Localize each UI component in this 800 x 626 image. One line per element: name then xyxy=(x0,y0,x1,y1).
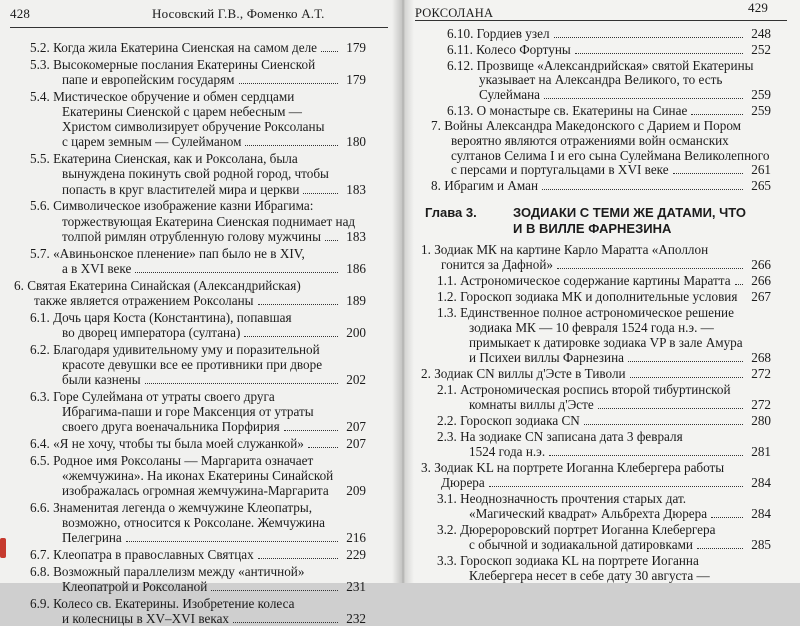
toc-entry-line: «Магический квадрат» Альбрехта Дюрера xyxy=(469,506,708,522)
toc-entry-line: попасть в круг властителей мира и церкви xyxy=(62,181,300,197)
toc-leader-dots xyxy=(711,517,743,518)
page-number-right: 429 xyxy=(748,0,769,15)
toc-entry-line: 6.7. Клеопатра в православных Святцах xyxy=(30,547,254,563)
toc-entry-line: 5.2. Когда жила Екатерина Сиенская на самом деле xyxy=(30,40,318,55)
toc-entry-line: 1.2. Гороскоп зодиака МК и дополнительные условия xyxy=(437,289,738,305)
toc-leader-dots xyxy=(630,377,743,378)
toc-entry-line: а в XVI веке xyxy=(62,260,132,276)
toc-leader-dots xyxy=(145,383,338,384)
toc-page-number: 284 xyxy=(751,475,771,491)
toc-page-number: 266 xyxy=(751,256,771,272)
book-gutter-shadow xyxy=(392,0,414,583)
toc-entry-line: 1.3. Единственное полное астрономическое решение xyxy=(437,305,734,321)
toc-entry-line: 1. Зодиак МК на картине Карло Маратта «Аполлон xyxy=(421,242,709,257)
toc-leader-dots xyxy=(584,424,743,425)
toc-leader-dots xyxy=(697,548,743,549)
toc-leader-dots xyxy=(303,193,338,194)
toc-entry-line: Клебергера несет в себе дату 30 августа — xyxy=(469,568,710,584)
toc-entry-line: 5.4. Мистическое обручение и обмен сердцами xyxy=(30,88,295,104)
toc-leader-dots xyxy=(557,268,743,269)
edge-mark xyxy=(0,538,6,558)
toc-leader-dots xyxy=(245,145,338,146)
toc-leader-dots xyxy=(489,486,743,487)
toc-entry-line: вероятно являются отражениями войн османских xyxy=(451,133,729,148)
toc-entry-line: 3.1. Неоднозначность прочтения старых дат. xyxy=(437,491,687,507)
toc-entry-line: с царем земным — Сулейманом xyxy=(62,134,242,150)
toc-entry-line: своего друга военачальника Порфирия xyxy=(62,419,280,435)
toc-entry-line: во дворец императора (султана) xyxy=(62,324,241,340)
toc-leader-dots xyxy=(244,336,338,337)
toc-entry-line: 6.9. Колесо св. Екатерины. Изобретение колеса xyxy=(30,596,295,611)
toc-entry-line: были казнены xyxy=(62,372,141,387)
chapter-title-line-2: И В ВИЛЛЕ ФАРНЕЗИНА xyxy=(513,221,672,236)
toc-entry-line: 7. Войны Александра Македонского с Дарием и Пором xyxy=(431,118,742,134)
right-page xyxy=(403,0,800,583)
toc-entry-line: зодиака МК — 10 февраля 1524 года н.э. — xyxy=(469,320,714,336)
toc-entry-line: указывает на Александра Великого, то есть xyxy=(479,72,723,88)
toc-page-number: 261 xyxy=(751,162,771,178)
toc-entry-line: 5.6. Символическое изображение казни Ибрагима: xyxy=(30,198,314,214)
chapter-title-line-1: ЗОДИАКИ С ТЕМИ ЖЕ ДАТАМИ, ЧТО xyxy=(513,205,746,220)
toc-entry-line: 2. Зодиак CN виллы д'Эсте в Тиволи xyxy=(421,366,626,381)
toc-page-number: 200 xyxy=(346,324,366,340)
toc-page-number: 267 xyxy=(751,289,771,305)
toc-page-number: 285 xyxy=(751,537,771,553)
running-head-left: Носовский Г.В., Фоменко А.Т. xyxy=(152,6,325,21)
toc-page-number: 248 xyxy=(751,26,771,41)
toc-page-number: 202 xyxy=(346,372,366,387)
toc-entry-line: 5.5. Екатерина Сиенская, как и Роксолана, была xyxy=(30,151,298,167)
toc-leader-dots xyxy=(598,408,743,409)
toc-leader-dots xyxy=(575,53,743,54)
toc-leader-dots xyxy=(542,189,743,190)
toc-entry-line: с обычной и зодиакальной датировками xyxy=(469,537,693,553)
toc-leader-dots xyxy=(549,455,743,456)
toc-leader-dots xyxy=(284,430,338,431)
toc-entry-line: Ибрагима-паши и горе Максенция от утраты xyxy=(62,404,314,419)
toc-entry-line: 3.2. Дюрероровский портрет Иоганна Клебергера xyxy=(437,522,716,538)
toc-entry-line: 2.1. Астрономическая роспись второй тибуртинской xyxy=(437,382,731,398)
toc-entry-line: и Психеи виллы Фарнезина xyxy=(469,349,624,365)
toc-entry-line: папе и европейским государям xyxy=(62,72,235,87)
toc-entry-line: вынуждена покинуть свой родной город, чтобы xyxy=(62,166,329,182)
toc-entry-line: 6.10. Гордиев узел xyxy=(447,26,550,41)
toc-page-number: 179 xyxy=(346,72,366,87)
running-head-right: РОКСОЛАНА xyxy=(415,6,494,20)
toc-page-number: 183 xyxy=(346,228,366,244)
toc-entry-line: гонится за Дафной» xyxy=(441,256,553,272)
toc-leader-dots xyxy=(325,240,338,241)
toc-entry-line: 2.3. На зодиаке CN записана дата 3 февраля xyxy=(437,429,683,445)
toc-entry-line: комнаты виллы д'Эсте xyxy=(469,397,594,412)
toc-leader-dots xyxy=(628,361,743,362)
toc-page-number: 265 xyxy=(751,178,771,193)
toc-entry-line: торжествующая Екатерина Сиенская поднимает над xyxy=(62,213,356,229)
toc-entry-line: 6.4. «Я не хочу, чтобы ты была моей служанкой» xyxy=(30,436,304,451)
toc-leader-dots xyxy=(308,447,338,448)
toc-page-number: 281 xyxy=(751,444,771,460)
toc-leader-dots xyxy=(321,51,338,52)
toc-leader-dots xyxy=(239,83,338,84)
toc-page-number: 207 xyxy=(346,419,366,435)
toc-entry-line: 3.3. Гороскоп зодиака KL на портрете Иоганна xyxy=(437,553,699,569)
toc-page-number: 183 xyxy=(346,181,366,197)
toc-entry-line: 6.11. Колесо Фортуны xyxy=(447,41,571,57)
toc-entry-line: 1524 года н.э. xyxy=(469,444,546,460)
toc-entry-line: 1.1. Астрономическое содержание картины Маратта xyxy=(437,273,731,288)
toc-entry-line: Пелегрина xyxy=(62,530,122,546)
toc-entry-line: 6.6. Знаменитая легенда о жемчужине Клеопатры, xyxy=(30,500,313,515)
toc-entry-line: 6.5. Родное имя Роксоланы — Маргарита означает xyxy=(30,452,314,468)
toc-entry-line: также является отражением Роксоланы xyxy=(34,292,254,308)
toc-entry-line: 6.13. О монастыре св. Екатерины на Синае xyxy=(447,102,688,118)
toc-page-number: 232 xyxy=(346,611,366,626)
toc-entry-line: 6.8. Возможный параллелизм между «античной» xyxy=(30,564,305,579)
toc-entry-line: изображалась огромная жемчужина-Маргарита xyxy=(62,483,329,499)
toc-page-number: 216 xyxy=(346,530,366,546)
toc-entry-line: Христом символизирует обручение Роксоланы xyxy=(62,119,325,135)
toc-entry-line: 6.1. Дочь царя Коста (Константина), попавшая xyxy=(30,309,292,325)
header-rule-left xyxy=(10,27,388,28)
toc-leader-dots xyxy=(554,37,743,38)
toc-page-number: 179 xyxy=(346,40,366,55)
toc-entry-line: Екатерины Сиенской с царем небесным — xyxy=(62,104,302,119)
toc-entry-line: Дюрера xyxy=(441,475,485,491)
toc-page-number: 259 xyxy=(751,86,771,102)
toc-page-number: 189 xyxy=(346,292,366,308)
toc-entry-line: возможно, относится к Роксолане. Жемчужина xyxy=(62,515,326,531)
toc-entry-line: «жемчужина». На иконах Екатерины Синайской xyxy=(62,468,334,483)
toc-entry-line: Клеопатрой и Роксоланой xyxy=(62,579,208,595)
chapter-label: Глава 3. xyxy=(425,205,477,220)
toc-entry-line: красоте девушки все ее противники при дворе xyxy=(62,356,323,372)
toc-page-number: 268 xyxy=(751,349,771,365)
toc-page-number: 209 xyxy=(346,483,366,499)
toc-leader-dots xyxy=(258,304,338,305)
toc-entry-line: 8. Ибрагим и Аман xyxy=(431,178,539,193)
toc-entry-line: и колесницы в XV–XVI веках xyxy=(62,611,230,626)
toc-page-number: 266 xyxy=(751,273,771,288)
toc-page-number: 272 xyxy=(751,397,771,412)
toc-leader-dots xyxy=(735,284,743,285)
toc-entry-line: 6.3. Горе Сулеймана от утраты своего друга xyxy=(30,388,275,404)
toc-page-number: 272 xyxy=(751,366,771,381)
toc-leader-dots xyxy=(233,622,338,623)
toc-leader-dots xyxy=(258,558,338,559)
toc-entry-line: примыкает к датировке зодиака VP в зале Амура xyxy=(469,335,743,350)
toc-page-number: 207 xyxy=(346,436,366,451)
toc-entry-line: 5.7. «Авиньонское пленение» пап было не в XIV, xyxy=(30,245,305,261)
toc-page-number: 284 xyxy=(751,506,771,522)
toc-entry-line: султанов Селима I и его сына Сулеймана Великолепного xyxy=(451,147,770,163)
toc-leader-dots xyxy=(673,173,743,174)
toc-leader-dots xyxy=(544,98,743,99)
toc-leader-dots xyxy=(126,541,338,542)
toc-page-number: 252 xyxy=(751,41,771,57)
toc-entry-line: 6.12. Прозвище «Александрийская» святой Екатерины xyxy=(447,57,754,73)
header-rule-right xyxy=(415,20,787,21)
toc-leader-dots xyxy=(691,114,743,115)
page-number-left: 428 xyxy=(10,6,31,21)
toc-page-number: 259 xyxy=(751,102,771,118)
toc-entry-line: 3. Зодиак KL на портрете Иоганна Клебергера работы xyxy=(421,460,725,476)
toc-entry-line: толпой римлян отрубленную голову мужчины xyxy=(62,228,321,244)
toc-entry-line: с персами и португальцами в XVI веке xyxy=(451,162,669,178)
toc-page-number: 229 xyxy=(346,547,366,563)
toc-page-number: 231 xyxy=(346,579,366,595)
toc-leader-dots xyxy=(135,272,338,273)
toc-entry-line: 6.2. Благодаря удивительному уму и поразительной xyxy=(30,341,320,357)
toc-entry-line: 5.3. Высокомерные послания Екатерины Сиенской xyxy=(30,56,316,72)
toc-entry-line: 2.2. Гороскоп зодиака CN xyxy=(437,413,580,429)
toc-leader-dots xyxy=(211,590,338,591)
toc-page-number: 186 xyxy=(346,260,366,276)
toc-entry-line: 6. Святая Екатерина Синайская (Александрийская) xyxy=(14,277,301,293)
toc-page-number: 280 xyxy=(751,413,771,429)
toc-page-number: 180 xyxy=(346,134,366,150)
toc-entry-line: Сулеймана xyxy=(479,86,540,102)
